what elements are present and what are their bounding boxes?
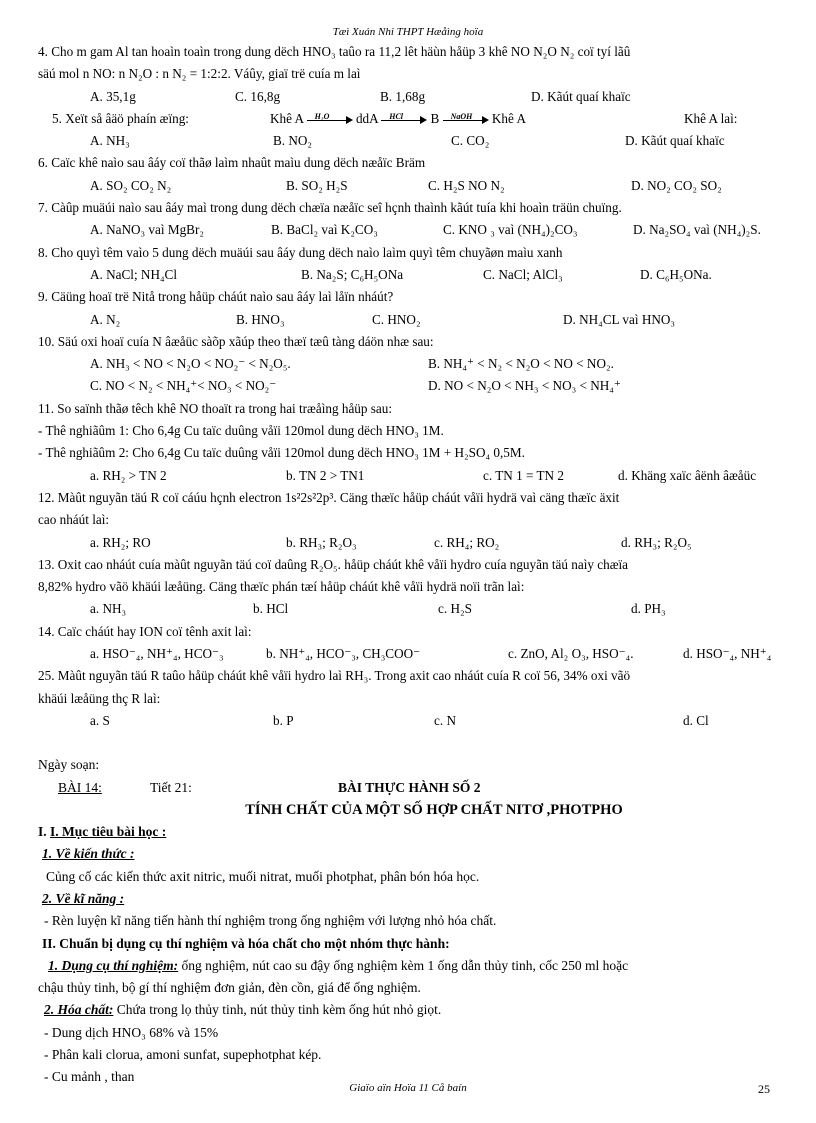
option-d: d. HSO⁻₄, NH⁺₄: [683, 646, 772, 662]
subsection-2-2-title: 2. Hóa chất:: [44, 1002, 114, 1018]
option-a: a. S: [90, 712, 110, 728]
arrow-icon: [307, 113, 353, 127]
question-6-options: [38, 175, 790, 197]
section-1-number: I.: [38, 824, 51, 840]
option-d: D. Kãút quaí khaïc: [531, 88, 631, 104]
chemical-item: - Phân kali clorua, amoni sunfat, supephotphat kép.: [44, 1047, 322, 1063]
question-5-options: [38, 130, 790, 152]
section-1-heading: [38, 821, 790, 843]
option-b: B. Na₂S; C₆H₅ONa: [301, 266, 404, 282]
page-content: [38, 41, 790, 1089]
question-14-options: [38, 643, 790, 665]
option-a: A. NaCl; NH₄Cl: [90, 266, 178, 282]
question-9-stem: 9. Cäüng hoaï trë Nitå trong håüp cháút naìo sau âáy laì låïn nháút?: [38, 289, 394, 305]
reaction-scheme: [270, 108, 526, 130]
subsection-1-1-title: 1. Về kiến thức :: [42, 846, 135, 862]
question-7-options: [38, 219, 790, 241]
section-1-title: I. Mục tiêu bài học :: [50, 824, 167, 840]
subsection-1-2: [38, 888, 790, 910]
option-c: C. HNO₂: [372, 311, 421, 327]
option-d: d. Cl: [683, 712, 709, 728]
subsection-2-1-text: ống nghiệm, nút cao su đậy ống nghiệm kèm 1 ống dẫn thủy tinh, cốc 250 ml hoặc: [178, 957, 629, 973]
arrow-icon: [381, 113, 427, 127]
subsection-2-1-title: 1. Dụng cụ thí nghiệm:: [48, 957, 179, 973]
option-d: D. C₆H₅ONa.: [640, 266, 712, 282]
question-4-stem: 4. Cho m gam Al tan hoaìn toaìn trong dung dëch HNO₃ taûo ra 11,2 lêt häùn håüp 3 khê NO N₂O N₂ coï tyí lãû: [38, 44, 631, 59]
question-9-options: [38, 309, 790, 331]
option-b: b. TN 2 > TN1: [286, 467, 365, 483]
option-b: b. P: [273, 712, 294, 728]
question-8-stem: 8. Cho quyì têm vaìo 5 dung dëch muäúi sau âáy dung dëch naìo laìm quyì têm chuyãøn maìu xanh: [38, 244, 563, 260]
footer-title: Giaïo aïn Hoïa 11 Cå baín: [349, 1082, 467, 1094]
option-a: A. NaNO₃ vaì MgBr₂: [90, 222, 204, 238]
option-b: b. HCl: [253, 601, 289, 617]
option-d: D. NO < N₂O < NH₃ < NO₃ < NH₄⁺: [428, 378, 621, 394]
option-c: C. KNO ₃ vaì (NH₄)₂CO₃: [443, 222, 578, 238]
option-d: D. NH₄CL vaì HNO₃: [563, 311, 675, 327]
option-b: C. 16,8g: [235, 88, 281, 104]
subsection-1-2-text: - Rèn luyện kĩ năng tiến hành thí nghiệm trong ống nghiệm với lượng nhỏ hóa chất.: [44, 913, 497, 929]
option-a: A. NH₃ < NO < N₂O < NO₂⁻ < N₂O₅.: [90, 356, 291, 372]
question-10-options-row1: [38, 353, 790, 375]
option-d: D. Kãút quaí khaïc: [625, 133, 725, 149]
question-12-stem-cont: cao nháút laì:: [38, 512, 110, 528]
option-c: B. 1,68g: [380, 88, 426, 104]
question-4-options: [38, 86, 790, 108]
question-25-stem: 25. Màût nguyãn täú R taûo håüp cháút khê våïi hydro laì RH₃. Trong axit cao nháút cuía R coï 56, 34% oxi vãö: [38, 668, 631, 684]
option-b: B. HNO₃: [236, 311, 285, 327]
option-a: a. NH₃: [90, 601, 127, 617]
scheme-khe-a-2: Khê A: [491, 110, 526, 126]
option-d: d. Khäng xaïc âënh âæåüc: [618, 467, 757, 483]
option-b: b. NH⁺₄, HCO⁻₃, CH₃COO⁻: [266, 646, 421, 662]
option-a: A. NH₃: [90, 133, 130, 149]
lesson-period: Tiết 21:: [150, 779, 192, 795]
subsection-1-1: [38, 843, 790, 865]
question-25-options: [38, 710, 790, 732]
option-c: c. N: [434, 712, 456, 728]
lesson-title: BÀI THỰC HÀNH SỐ 2: [338, 779, 481, 795]
question-10-stem: 10. Säú oxi hoaï cuía N âæåüc sàõp xãúp theo thæï tæû tàng dáön nhæ sau:: [38, 333, 434, 349]
subsection-2-1-text-cont: chậu thủy tinh, bộ gí thí nghiệm đơn giản, đèn cồn, giá để ống nghiệm.: [38, 980, 421, 996]
lesson-number: BÀI 14:: [58, 779, 102, 795]
option-c: C. NO < N₂ < NH₄⁺< NO₃ < NO₂⁻: [90, 378, 277, 394]
question-11-exp2: - Thê nghiãûm 2: Cho 6,4g Cu taïc duûng våïi 120mol dung dëch HNO₃ 1M + H₂SO₄ 0,5M.: [38, 445, 525, 461]
option-c: c. H₂S: [438, 601, 472, 617]
question-11-exp1: - Thê nghiãûm 1: Cho 6,4g Cu taïc duûng våïi 120mol dung dëch HNO₃ 1M.: [38, 423, 444, 439]
option-b: B. NO₂: [273, 133, 313, 149]
option-c: C. NaCl; AlCl₃: [483, 266, 563, 282]
question-11-options: [38, 465, 790, 487]
question-10-options-row2: [38, 375, 790, 397]
subsection-2-2: [38, 999, 790, 1021]
arrow-label: NaOH: [450, 111, 473, 121]
option-a: A. SO₂ CO₂ N₂: [90, 177, 172, 193]
page-header: Tæì Xuán Nhi THPT Hæåìng hoïa: [332, 26, 484, 38]
question-6-stem: 6. Caïc khê naìo sau âáy coï thãø laìm nhaût maìu dung dëch næåïc Bräm: [38, 155, 426, 171]
arrow-label: H₂O: [314, 111, 330, 121]
option-c: C. H₂S NO N₂: [428, 177, 505, 193]
subsection-1-1-text: Củng cố các kiến thức axit nitric, muối nitrat, muối photphat, phân bón hóa học.: [46, 868, 480, 884]
option-c: c. TN 1 = TN 2: [483, 467, 564, 483]
subsection-1-2-title: 2. Về kĩ năng :: [42, 890, 125, 906]
question-7-stem: 7. Càûp muäúi naìo sau âáy maì trong dung dëch chæïa næåïc seî hçnh thaình kãút tuía khi hoaìn träün chuïng.: [38, 200, 622, 216]
subsection-2-2-text: Chứa trong lọ thủy tinh, nút thủy tinh kèm ống hút nhỏ giọt.: [113, 1002, 442, 1018]
question-5-tail: Khê A laì:: [684, 110, 738, 126]
question-5-stem: [38, 108, 790, 130]
option-d: d. PH₃: [631, 601, 666, 617]
option-d: D. NO₂ CO₂ SO₂: [631, 177, 722, 193]
spacer: [38, 732, 790, 754]
option-a: a. RH₂; RO: [90, 534, 151, 550]
scheme-khe-a: Khê A: [270, 110, 304, 126]
scheme-dda: ddA: [355, 110, 378, 126]
option-b: B. NH₄⁺ < N₂ < N₂O < NO < NO₂.: [428, 356, 614, 372]
option-b: B. BaCl₂ vaì K₂CO₃: [271, 222, 378, 238]
scheme-b: B: [430, 110, 440, 126]
option-d: D. Na₂SO₄ vaì (NH₄)₂S.: [633, 222, 761, 238]
section-2-heading: II. Chuẩn bị dụng cụ thí nghiệm và hóa chất cho một nhóm thực hành:: [42, 935, 450, 951]
lesson-subtitle: TÍNH CHẤT CỦA MỘT SỐ HỢP CHẤT NITƠ ,PHOTPHO: [245, 801, 623, 818]
chemical-item: - Dung dịch HNO₃ 68% và 15%: [44, 1024, 219, 1040]
option-a: a. RH₂ > TN 2: [90, 467, 167, 483]
question-14-stem: 14. Caïc cháút hay ION coï tênh axit laì:: [38, 623, 252, 639]
page-number: 25: [758, 1082, 770, 1096]
question-12-options: [38, 532, 790, 554]
question-13-stem-cont: 8,82% hydro vãö khäúi læåüng. Cäng thæïc phán tæí håüp cháút khê våïi hydrä noïi trãn laì:: [38, 579, 525, 595]
option-a: a. HSO⁻₄, NH⁺₄, HCO⁻₃: [90, 646, 224, 662]
option-b: b. RH₃; R₂O₃: [286, 534, 357, 550]
lesson-header: [38, 777, 790, 799]
question-13-options: [38, 598, 790, 620]
option-c: C. CO₂: [451, 133, 490, 149]
option-d: d. RH₃; R₂O₅: [621, 534, 692, 550]
option-a: A. 35,1g: [90, 88, 136, 104]
option-c: c. ZnO, Al₂ O₃, HSO⁻₄.: [508, 646, 634, 662]
subsection-2-1: [38, 955, 790, 977]
question-13-stem: 13. Oxit cao nháút cuía màût nguyãn täú coï daûng R₂O₅. håüp cháút khê våïi hydro cuía nguyãn täú naìy chæïa: [38, 556, 629, 572]
question-11-stem: 11. So saïnh thãø têch khê NO thoaït ra trong hai træåìng håüp sau:: [38, 400, 393, 416]
option-a: A. N₂: [90, 311, 121, 327]
question-4-stem-cont: säú mol n NO: n N₂O : n N₂ = 1:2:2. Váûy, giaï trë cuía m laì: [38, 66, 361, 82]
arrow-icon: [443, 113, 489, 127]
question-8-options: [38, 264, 790, 286]
option-b: B. SO₂ H₂S: [286, 177, 348, 193]
question-12-stem: 12. Màût nguyãn täú R coï cáúu hçnh electron 1s²2s²2p³. Cäng thæïc håüp cháút våïi hydrä vaì cäng thæïc äxit: [38, 489, 620, 505]
question-25-stem-cont: khäúi læåüng thç R laì:: [38, 690, 161, 706]
option-c: c. RH₄; RO₂: [434, 534, 500, 550]
arrow-label: HCl: [389, 111, 403, 121]
lesson-date: Ngày soạn:: [38, 757, 100, 773]
chemical-item: - Cu mảnh , than: [44, 1069, 135, 1085]
question-5-text: 5. Xeït så âäö phaín æïng:: [52, 110, 189, 126]
